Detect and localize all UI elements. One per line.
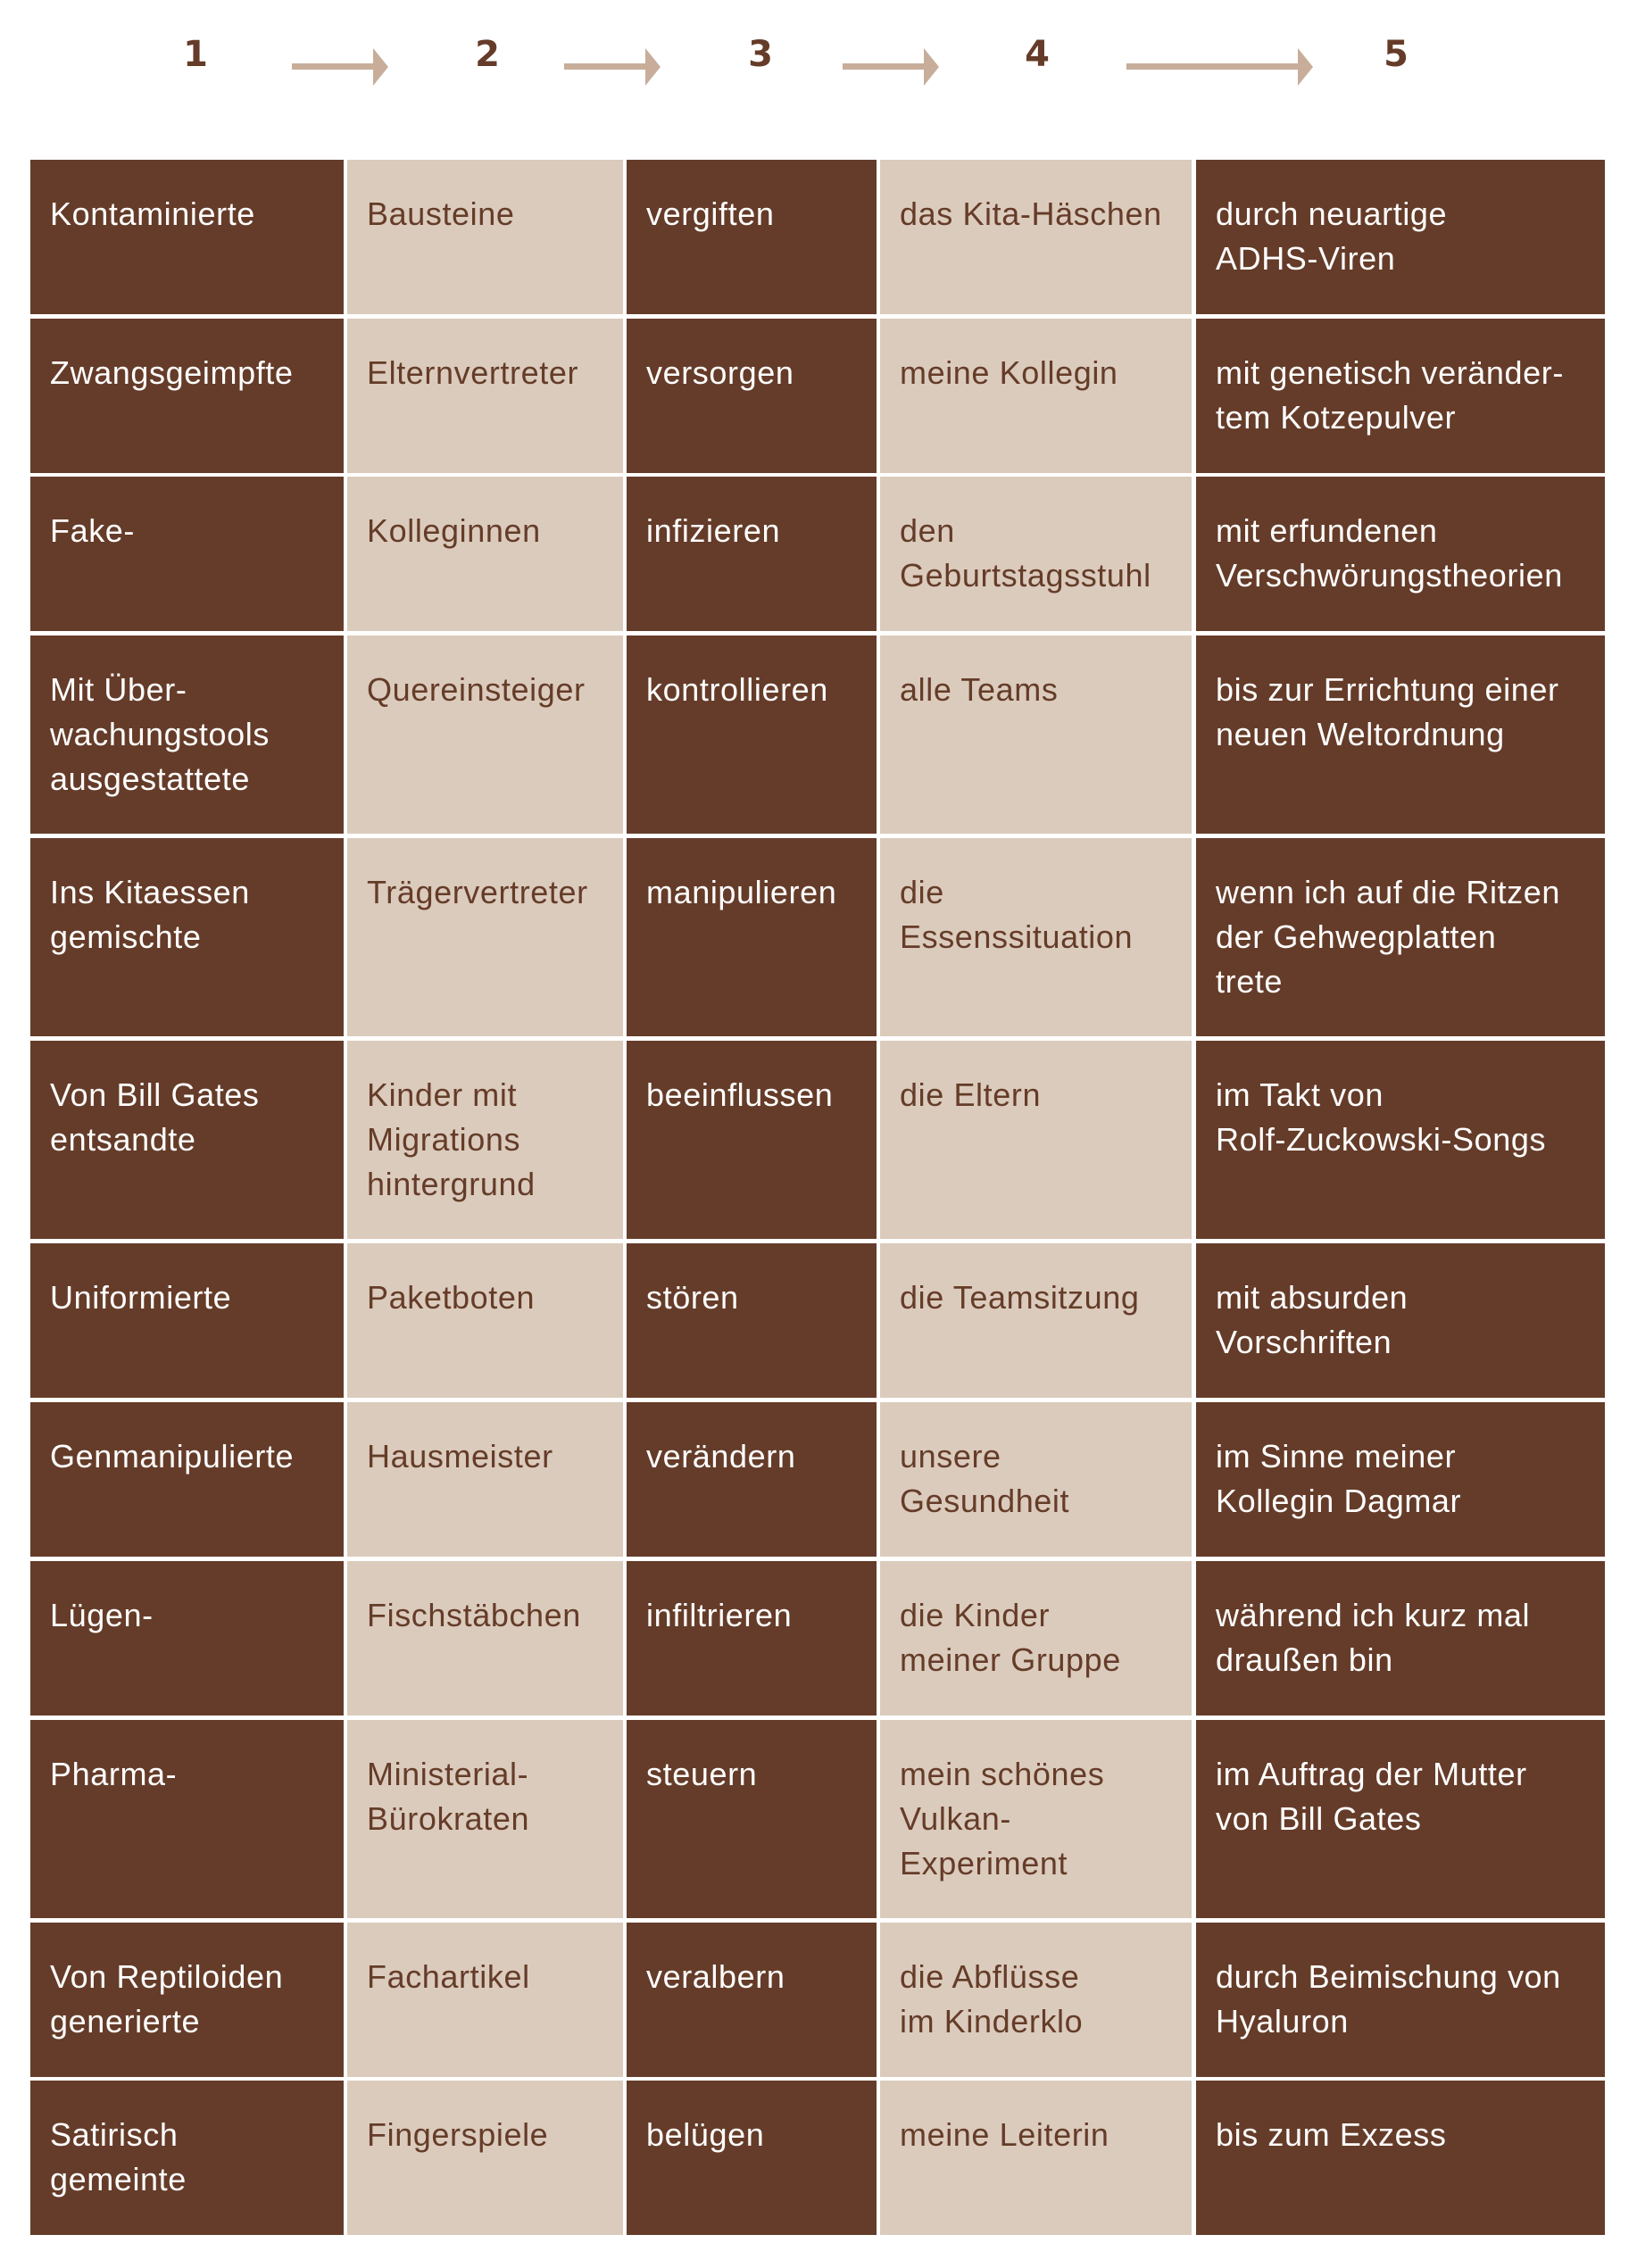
cell-text-line: die Kinder [900, 1597, 1051, 1633]
cell-subject [347, 1923, 623, 2077]
cell-text-line: entsandte [50, 1121, 196, 1158]
cell-text-line: alle Teams [900, 671, 1059, 708]
cell-subject [347, 1720, 623, 1918]
cell-object [880, 1402, 1192, 1557]
cell-text-line: Ministerial- [367, 1756, 529, 1792]
cell-text-line: mit erfundenen [1216, 512, 1438, 549]
arrow-right-icon [843, 45, 939, 89]
table-row [30, 1041, 1605, 1239]
cell-adjective [30, 1402, 344, 1557]
cell-text-line: Fake- [50, 512, 136, 549]
cell-text-line: Satirisch [50, 2116, 179, 2153]
cell-text-line: Kolleginnen [367, 512, 541, 549]
cell-object [880, 636, 1192, 834]
step-number-5: 5 [1384, 34, 1408, 75]
cell-circumstance [1196, 1923, 1605, 2077]
cell-text-line: ausgestattete [50, 760, 250, 797]
cell-text-line: Kontaminierte [50, 195, 255, 232]
cell-object [880, 319, 1192, 473]
cell-text-line: die [900, 874, 944, 910]
cell-text-line: im Sinne meiner [1216, 1438, 1457, 1475]
cell-text-line: Genmanipulierte [50, 1438, 295, 1475]
cell-subject [347, 477, 623, 631]
cell-adjective [30, 1243, 344, 1398]
step-header [0, 0, 1637, 134]
cell-object [880, 838, 1192, 1036]
cell-verb [627, 1561, 877, 1716]
cell-text-line: stören [646, 1279, 739, 1316]
cell-object [880, 1561, 1192, 1716]
cell-circumstance [1196, 1561, 1605, 1716]
arrow-right-icon [292, 45, 388, 89]
cell-text-line: trete [1216, 963, 1284, 1000]
cell-subject [347, 319, 623, 473]
cell-text-line: Bausteine [367, 195, 515, 232]
cell-text-line: Quereinsteiger [367, 671, 586, 708]
arrow-right-icon [1126, 45, 1313, 89]
step-number-1: 1 [183, 34, 208, 75]
cell-text-line: Kollegin Dagmar [1216, 1483, 1462, 1519]
cell-adjective [30, 1923, 344, 2077]
table-row [30, 1720, 1605, 1918]
cell-object [880, 477, 1192, 631]
cell-text-line: Lügen- [50, 1597, 154, 1633]
table-row [30, 636, 1605, 834]
cell-text-line: durch neuartige [1216, 195, 1448, 232]
cell-text-line: bis zum Exzess [1216, 2116, 1447, 2153]
cell-text-line: Von Bill Gates [50, 1076, 260, 1113]
cell-text-line: wachungstools [50, 716, 270, 752]
cell-text-line: im Kinderklo [900, 2003, 1084, 2040]
cell-verb [627, 1402, 877, 1557]
cell-text-line: Ins Kitaessen [50, 874, 250, 910]
cell-circumstance [1196, 477, 1605, 631]
cell-text-line: meine Kollegin [900, 354, 1118, 391]
cell-verb [627, 1243, 877, 1398]
cell-verb [627, 636, 877, 834]
cell-subject [347, 1041, 623, 1239]
cell-text-line: generierte [50, 2003, 201, 2040]
cell-adjective [30, 1720, 344, 1918]
cell-circumstance [1196, 1243, 1605, 1398]
cell-text-line: das Kita-Häschen [900, 195, 1162, 232]
cell-text-line: Hyaluron [1216, 2003, 1349, 2040]
cell-circumstance [1196, 1720, 1605, 1918]
table-row [30, 2081, 1605, 2235]
table-row [30, 1561, 1605, 1716]
cell-object [880, 1243, 1192, 1398]
cell-text-line: Essenssituation [900, 918, 1134, 955]
cell-text-line: im Takt von [1216, 1076, 1384, 1113]
cell-adjective [30, 477, 344, 631]
cell-subject [347, 636, 623, 834]
cell-subject [347, 160, 623, 314]
cell-text-line: Hausmeister [367, 1438, 553, 1475]
cell-text-line: mit genetisch veränder- [1216, 354, 1564, 391]
cell-adjective [30, 2081, 344, 2235]
cell-text-line: Bürokraten [367, 1800, 530, 1837]
cell-text-line: während ich kurz mal [1216, 1597, 1531, 1633]
cell-subject [347, 1561, 623, 1716]
table-row [30, 1923, 1605, 2077]
cell-text-line: Fischstäbchen [367, 1597, 581, 1633]
cell-circumstance [1196, 160, 1605, 314]
cell-text-line: den [900, 512, 955, 549]
cell-text-line: infiltrieren [646, 1597, 793, 1633]
cell-verb [627, 1720, 877, 1918]
cell-text-line: versorgen [646, 354, 794, 391]
cell-text-line: ADHS-Viren [1216, 240, 1396, 277]
cell-text-line: draußen bin [1216, 1641, 1393, 1678]
table-row [30, 1402, 1605, 1557]
cell-verb [627, 319, 877, 473]
cell-text-line: unsere [900, 1438, 1001, 1475]
cell-text-line: steuern [646, 1756, 758, 1792]
cell-text-line: durch Beimischung von [1216, 1958, 1561, 1995]
cell-subject [347, 838, 623, 1036]
arrow-right-icon [564, 45, 661, 89]
cell-text-line: vergiften [646, 195, 775, 232]
cell-text-line: kontrollieren [646, 671, 828, 708]
cell-text-line: gemeinte [50, 2161, 187, 2197]
cell-text-line: belügen [646, 2116, 765, 2153]
step-number-4: 4 [1025, 34, 1050, 75]
cell-adjective [30, 838, 344, 1036]
cell-text-line: der Gehwegplatten [1216, 918, 1497, 955]
cell-text-line: gemischte [50, 918, 202, 955]
table-row [30, 838, 1605, 1036]
cell-text-line: Vulkan- [900, 1800, 1011, 1837]
cell-text-line: im Auftrag der Mutter [1216, 1756, 1527, 1792]
cell-object [880, 1041, 1192, 1239]
cell-text-line: Migrations [367, 1121, 521, 1158]
cell-text-line: veralbern [646, 1958, 785, 1995]
cell-text-line: infizieren [646, 512, 781, 549]
cell-text-line: wenn ich auf die Ritzen [1216, 874, 1561, 910]
cell-text-line: bis zur Errichtung einer [1216, 671, 1559, 708]
cell-text-line: Pharma- [50, 1756, 178, 1792]
cell-circumstance [1196, 1402, 1605, 1557]
cell-text-line: manipulieren [646, 874, 837, 910]
cell-text-line: Experiment [900, 1845, 1068, 1882]
cell-object [880, 1720, 1192, 1918]
cell-text-line: Geburtstagsstuhl [900, 557, 1151, 594]
cell-text-line: Paketboten [367, 1279, 536, 1316]
cell-subject [347, 1243, 623, 1398]
cell-verb [627, 1041, 877, 1239]
cell-object [880, 2081, 1192, 2235]
cell-text-line: Verschwörungstheorien [1216, 557, 1563, 594]
cell-circumstance [1196, 2081, 1605, 2235]
cell-text-line: tem Kotzepulver [1216, 399, 1457, 436]
table-row [30, 1243, 1605, 1398]
cell-text-line: mein schönes [900, 1756, 1105, 1792]
cell-adjective [30, 1561, 344, 1716]
cell-text-line: Von Reptiloiden [50, 1958, 284, 1995]
cell-object [880, 1923, 1192, 2077]
cell-circumstance [1196, 838, 1605, 1036]
step-number-3: 3 [748, 34, 773, 75]
cell-text-line: beeinflussen [646, 1076, 834, 1113]
cell-text-line: hintergrund [367, 1166, 536, 1202]
cell-text-line: Vorschriften [1216, 1324, 1392, 1360]
table-row [30, 319, 1605, 473]
cell-text-line: Elternvertreter [367, 354, 579, 391]
table-row [30, 160, 1605, 314]
cell-text-line: neuen Weltordnung [1216, 716, 1505, 752]
cell-text-line: die Eltern [900, 1076, 1042, 1113]
cell-adjective [30, 636, 344, 834]
cell-text-line: meine Leiterin [900, 2116, 1109, 2153]
table-row [30, 477, 1605, 631]
cell-verb [627, 1923, 877, 2077]
cell-circumstance [1196, 319, 1605, 473]
cell-text-line: die Abflüsse [900, 1958, 1080, 1995]
cell-circumstance [1196, 636, 1605, 834]
cell-text-line: Zwangsgeimpfte [50, 354, 294, 391]
cell-text-line: Mit Über- [50, 671, 187, 708]
cell-text-line: Fachartikel [367, 1958, 530, 1995]
cell-text-line: die Teamsitzung [900, 1279, 1140, 1316]
cell-text-line: verändern [646, 1438, 796, 1475]
cell-circumstance [1196, 1041, 1605, 1239]
cell-verb [627, 2081, 877, 2235]
cell-adjective [30, 319, 344, 473]
cell-object [880, 160, 1192, 314]
cell-verb [627, 838, 877, 1036]
cell-subject [347, 1402, 623, 1557]
cell-subject [347, 2081, 623, 2235]
cell-text-line: mit absurden [1216, 1279, 1408, 1316]
cell-text-line: Kinder mit [367, 1076, 518, 1113]
cell-text-line: meiner Gruppe [900, 1641, 1121, 1678]
cell-verb [627, 477, 877, 631]
cell-adjective [30, 1041, 344, 1239]
cell-verb [627, 160, 877, 314]
cell-text-line: Uniformierte [50, 1279, 232, 1316]
cell-text-line: Gesundheit [900, 1483, 1070, 1519]
step-number-2: 2 [475, 34, 500, 75]
cell-text-line: von Bill Gates [1216, 1800, 1422, 1837]
cell-text-line: Trägervertreter [367, 874, 588, 910]
cell-adjective [30, 160, 344, 314]
cell-text-line: Rolf-Zuckowski-Songs [1216, 1121, 1547, 1158]
cell-text-line: Fingerspiele [367, 2116, 549, 2153]
